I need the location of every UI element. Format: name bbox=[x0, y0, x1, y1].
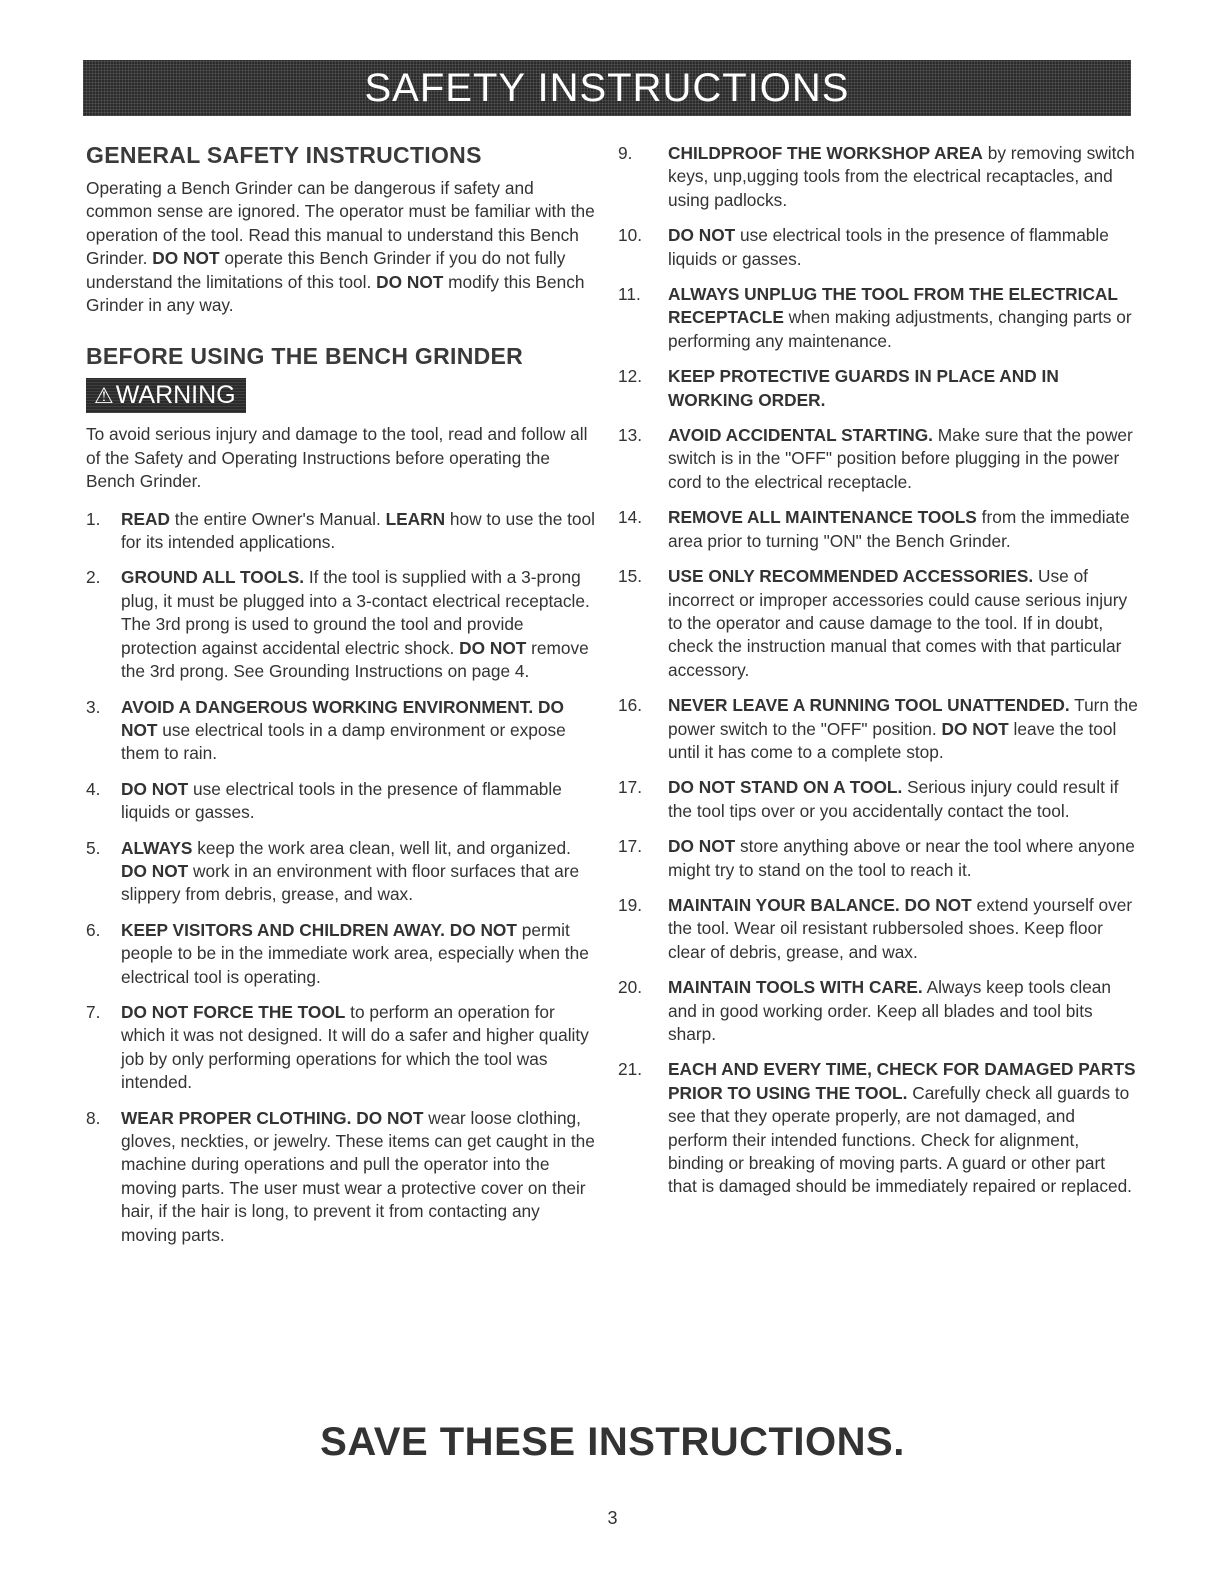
item-body: Always keep tools clean and in good working order. Keep all blades and tool bits sharp. bbox=[668, 977, 1112, 1044]
warning-badge: ⚠WARNING bbox=[86, 378, 246, 413]
list-item bbox=[618, 1058, 1138, 1198]
item-body: extend yourself over the tool. Wear oil resistant rubbersoled shoes. Keep floor clear of debris, grease, and wax. bbox=[668, 894, 1133, 962]
item-text bbox=[121, 696, 596, 766]
item-text bbox=[121, 919, 596, 989]
item-emphasis: MAINTAIN TOOLS WITH CARE. bbox=[668, 977, 923, 998]
before-heading: BEFORE USING THE BENCH GRINDER bbox=[86, 343, 524, 370]
item-emphasis: LEARN bbox=[385, 508, 446, 529]
list-item bbox=[618, 894, 1138, 964]
item-emphasis: EACH AND EVERY TIME, CHECK FOR DAMAGED PARTS PRIOR TO USING THE TOOL. bbox=[668, 1059, 1136, 1103]
item-number: 17. bbox=[618, 836, 643, 857]
item-number: 12. bbox=[618, 366, 643, 387]
item-text bbox=[668, 283, 1138, 353]
item-emphasis: DO NOT FORCE THE TOOL bbox=[121, 1001, 346, 1022]
item-emphasis: MAINTAIN YOUR BALANCE. DO NOT bbox=[668, 894, 972, 915]
item-number: 13. bbox=[618, 425, 643, 446]
item-emphasis: ALWAYS bbox=[121, 837, 193, 858]
list-item bbox=[618, 976, 1138, 1046]
item-number: 17. bbox=[618, 777, 643, 798]
item-emphasis: DO NOT bbox=[121, 778, 189, 799]
general-heading: GENERAL SAFETY INSTRUCTIONS bbox=[86, 142, 482, 168]
list-item bbox=[86, 837, 596, 907]
item-body: when making adjustments, changing parts or performing any maintenance. bbox=[668, 307, 1132, 351]
general-paragraph: Operating a Bench Grinder can be dangerous if safety and common sense are ignored. The operator must be familiar with the operation of the tool. Read this manual to understand this Bench Grinder. DO NOT operate this Bench Grinder if you do not fully understand the limitations of this tool. DO NOT modify this Bench Grinder in any way. bbox=[86, 178, 595, 316]
right-column bbox=[618, 142, 1138, 1211]
item-body: wear loose clothing, gloves, neckties, or jewelry. These items can get caught in the machine during operations and pull the operator into the moving parts. The user must wear a protective cover on their hair, if the hair is long, to prevent it from contacting any moving parts. bbox=[121, 1107, 595, 1245]
item-body: the entire Owner's Manual. bbox=[174, 508, 381, 529]
list-item bbox=[618, 424, 1138, 494]
list-item bbox=[86, 919, 596, 989]
item-number: 9. bbox=[618, 143, 633, 163]
item-body: Carefully check all guards to see that they operate properly, are not damaged, and perform their intended functions. Check for alignment, binding or breaking of moving parts. A guard or other part that is damaged should be immediately repaired or replaced. bbox=[668, 1082, 1132, 1197]
page-number: 3 bbox=[607, 1508, 618, 1528]
item-emphasis: USE ONLY RECOMMENDED ACCESSORIES. bbox=[668, 566, 1034, 587]
list-item bbox=[618, 142, 1138, 212]
item-body: to perform an operation for which it was not designed. It will do a safer and higher quality job by only performing operations for which the tool was intended. bbox=[121, 1001, 589, 1093]
item-number: 15. bbox=[618, 566, 643, 587]
list-item bbox=[618, 224, 1138, 271]
item-number: 10. bbox=[618, 225, 643, 246]
item-number: 20. bbox=[618, 977, 643, 998]
item-body: use electrical tools in a damp environment or expose them to rain. bbox=[121, 719, 566, 764]
save-instructions-heading: SAVE THESE INSTRUCTIONS. bbox=[320, 1420, 905, 1464]
item-body: from the immediate area prior to turning "ON" the Bench Grinder. bbox=[668, 507, 1130, 551]
item-body: remove the 3rd prong. See Grounding Instructions on page 4. bbox=[121, 637, 589, 682]
list-item bbox=[86, 778, 596, 825]
item-emphasis: DO NOT bbox=[941, 718, 1009, 739]
item-body: by removing switch keys, unp,ugging tools from the electrical recaptacles, and using padlocks. bbox=[668, 143, 1135, 210]
list-item bbox=[86, 508, 596, 555]
item-number: 5. bbox=[86, 837, 101, 858]
item-emphasis: DO NOT bbox=[668, 225, 736, 246]
item-text bbox=[121, 778, 596, 825]
item-emphasis: NEVER LEAVE A RUNNING TOOL UNATTENDED. bbox=[668, 695, 1070, 716]
item-body: Make sure that the power switch is in the "OFF" position before plugging in the power cord to the electrical receptacle. bbox=[668, 425, 1133, 492]
item-text bbox=[668, 894, 1138, 964]
item-text bbox=[121, 1001, 596, 1095]
item-text bbox=[668, 1058, 1138, 1198]
item-text bbox=[121, 1107, 596, 1247]
item-number: 14. bbox=[618, 507, 643, 528]
item-text bbox=[121, 566, 596, 683]
item-text bbox=[668, 776, 1138, 823]
item-text bbox=[121, 837, 596, 907]
item-text bbox=[668, 976, 1138, 1046]
item-text bbox=[668, 224, 1138, 271]
item-emphasis: GROUND ALL TOOLS. bbox=[121, 567, 305, 588]
left-column bbox=[86, 142, 596, 1259]
list-item bbox=[618, 835, 1138, 882]
item-number: 19. bbox=[618, 894, 643, 915]
section-banner bbox=[83, 60, 1131, 116]
item-body: use electrical tools in the presence of flammable liquids or gasses. bbox=[668, 225, 1109, 269]
item-body: Use of incorrect or improper accessories could cause serious injury to the operator and cause damage to the tool. If in doubt, check the instruction manual that comes with that particular accessory. bbox=[668, 566, 1128, 680]
list-item bbox=[618, 365, 1138, 412]
item-text bbox=[668, 565, 1138, 682]
list-item bbox=[86, 696, 596, 766]
item-emphasis: READ bbox=[121, 508, 170, 529]
list-item bbox=[618, 283, 1138, 353]
item-emphasis: WEAR PROPER CLOTHING. DO NOT bbox=[121, 1107, 424, 1128]
item-body: how to use the tool for its intended applications. bbox=[121, 508, 595, 553]
item-text bbox=[668, 142, 1138, 212]
item-number: 7. bbox=[86, 1001, 101, 1022]
item-number: 21. bbox=[618, 1059, 643, 1080]
item-body: Turn the power switch to the "OFF" position. bbox=[668, 695, 1138, 739]
item-body: permit people to be in the immediate work area, especially when the electrical tool is operating. bbox=[121, 919, 589, 987]
item-body: leave the tool until it has come to a complete stop. bbox=[668, 718, 1117, 762]
item-text bbox=[668, 424, 1138, 494]
item-number: 2. bbox=[86, 567, 101, 588]
item-number: 1. bbox=[86, 508, 101, 529]
right-instruction-list bbox=[618, 142, 1138, 1199]
item-emphasis: DO NOT bbox=[668, 836, 736, 857]
item-emphasis: DO NOT STAND ON A TOOL. bbox=[668, 777, 903, 798]
item-number: 6. bbox=[86, 919, 101, 940]
item-emphasis: KEEP PROTECTIVE GUARDS IN PLACE AND IN WORKING ORDER. bbox=[668, 366, 1059, 410]
item-body: If the tool is supplied with a 3-prong plug, it must be plugged into a 3-contact electrical receptacle. The 3rd prong is used to ground the tool and provide protection against accidental electric shock. bbox=[121, 567, 590, 658]
item-number: 3. bbox=[86, 696, 101, 717]
item-number: 16. bbox=[618, 695, 643, 716]
item-emphasis: AVOID A DANGEROUS WORKING ENVIRONMENT. DO NOT bbox=[121, 696, 564, 740]
item-body: store anything above or near the tool where anyone might try to stand on the tool to reach it. bbox=[668, 836, 1135, 880]
banner-title: SAFETY INSTRUCTIONS bbox=[364, 65, 850, 110]
item-body: work in an environment with floor surfaces that are slippery from debris, grease, and wax. bbox=[121, 860, 580, 905]
item-text bbox=[668, 365, 1138, 412]
item-body: keep the work area clean, well lit, and organized. bbox=[197, 837, 571, 858]
list-item bbox=[618, 776, 1138, 823]
item-text bbox=[121, 508, 596, 555]
item-number: 8. bbox=[86, 1107, 101, 1128]
item-emphasis: DO NOT bbox=[121, 860, 189, 881]
warning-triangle-icon: ⚠ bbox=[94, 383, 114, 409]
item-number: 11. bbox=[618, 284, 641, 305]
item-emphasis: ALWAYS UNPLUG THE TOOL FROM THE ELECTRICAL RECEPTACLE bbox=[668, 284, 1118, 328]
item-body: Serious injury could result if the tool tips over or you accidentally contact the tool. bbox=[668, 777, 1119, 821]
list-item bbox=[618, 565, 1138, 682]
item-body: use electrical tools in the presence of flammable liquids or gasses. bbox=[121, 778, 562, 823]
item-emphasis: CHILDPROOF THE WORKSHOP AREA bbox=[668, 143, 983, 163]
list-item bbox=[86, 1107, 596, 1247]
item-text bbox=[668, 835, 1138, 882]
warning-text: To avoid serious injury and damage to the tool, read and follow all of the Safety and Operating Instructions before operating the Bench Grinder. bbox=[86, 424, 588, 492]
item-text bbox=[668, 506, 1138, 553]
left-instruction-list bbox=[86, 508, 596, 1247]
item-emphasis: REMOVE ALL MAINTENANCE TOOLS bbox=[668, 507, 977, 528]
item-text bbox=[668, 694, 1138, 764]
item-emphasis: KEEP VISITORS AND CHILDREN AWAY. DO NOT bbox=[121, 919, 517, 940]
item-emphasis: DO NOT bbox=[459, 637, 527, 658]
list-item bbox=[618, 506, 1138, 553]
item-emphasis: AVOID ACCIDENTAL STARTING. bbox=[668, 425, 933, 446]
item-number: 4. bbox=[86, 778, 101, 799]
list-item bbox=[86, 566, 596, 683]
list-item bbox=[86, 1001, 596, 1095]
list-item bbox=[618, 694, 1138, 764]
